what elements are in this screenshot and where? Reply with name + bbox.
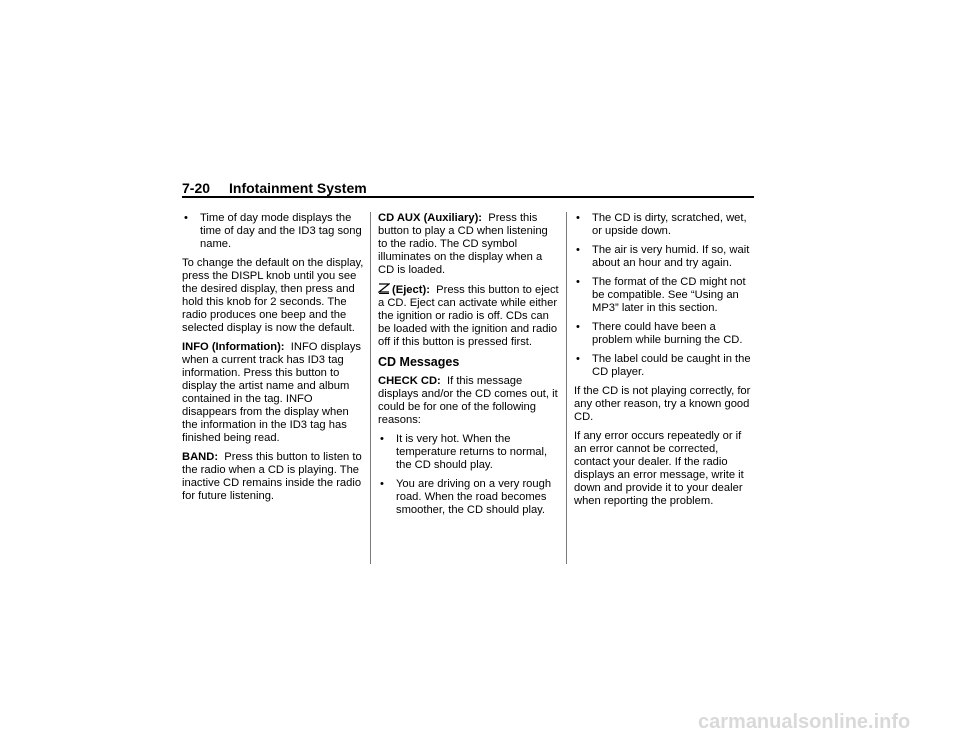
bullet-item [378, 433, 560, 472]
eject-text: Press this button to eject a CD. Eject can activate while either the ignition or radio is off. CDs can be loaded with the ignition and radio off if this button is pressed first. [378, 284, 559, 348]
bullet-item [574, 321, 756, 347]
band-paragraph [182, 451, 364, 503]
column-2 [378, 212, 560, 523]
column-3 [574, 212, 756, 514]
bullet-text: You are driving on a very rough road. When the road becomes smoother, the CD should play. [396, 478, 552, 516]
info-text: INFO displays when a current track has ID3 tag information. Press this button to display the artist name and album contained in the tag. INFO disappears from the display when the information in the ID3 tag has finished being read. [182, 341, 362, 444]
bullet-item [574, 276, 756, 315]
bullet-icon: • [576, 276, 580, 288]
bullet-item [182, 212, 364, 251]
default-display-paragraph: To change the default on the display, press the DISPL knob until you see the desired display, then press and hold this knob for 2 seconds. The radio produces one beep and the selected display is now the default. [182, 257, 364, 334]
bullet-icon: • [576, 244, 580, 256]
eject-paragraph [378, 283, 560, 349]
bullet-icon: • [576, 212, 580, 224]
page-number: 7-20 [182, 180, 211, 196]
band-label: BAND: [182, 451, 219, 463]
bullet-icon: • [576, 321, 580, 333]
check-cd-label: CHECK CD: [378, 375, 441, 387]
check-cd-text: If this message displays and/or the CD comes out, it could be for one of the following reasons: [378, 375, 558, 426]
info-label: INFO (Information): [182, 341, 285, 353]
bullet-item [574, 244, 756, 270]
bullet-icon: • [184, 212, 188, 224]
header-rule [182, 196, 754, 198]
cdaux-text: Press this button to play a CD when listening to the radio. The CD symbol illuminates on the display when a CD is loaded. [378, 212, 548, 276]
check-cd-paragraph [378, 375, 560, 427]
eject-label: (Eject): [392, 284, 430, 296]
eject-icon [378, 283, 390, 294]
column-divider-2 [566, 212, 567, 564]
column-divider-1 [370, 212, 371, 564]
cd-messages-heading: CD Messages [378, 355, 460, 369]
info-paragraph [182, 341, 364, 445]
bullet-text: It is very hot. When the temperature returns to normal, the CD should play. [396, 433, 548, 471]
bullet-icon: • [380, 478, 384, 490]
bullet-icon: • [380, 433, 384, 445]
bullet-text: The label could be caught in the CD player. [592, 353, 751, 378]
bullet-text: The format of the CD might not be compatible. See “Using an MP3” later in this section. [592, 276, 746, 314]
bullet-item [378, 478, 560, 517]
column-1 [182, 212, 364, 509]
section-title: Infotainment System [229, 180, 367, 196]
bullet-text: Time of day mode displays the time of day and the ID3 tag song name. [200, 212, 362, 250]
try-known-cd-paragraph: If the CD is not playing correctly, for any other reason, try a known good CD. [574, 385, 751, 423]
bullet-text: The air is very humid. If so, wait about an hour and try again. [592, 244, 750, 269]
bullet-item [574, 353, 756, 379]
bullet-text: There could have been a problem while burning the CD. [592, 321, 743, 346]
bullet-item [574, 212, 756, 238]
band-text: Press this button to listen to the radio when a CD is playing. The inactive CD remains inside the radio for future listening. [182, 451, 362, 502]
bullet-icon: • [576, 353, 580, 365]
bullet-text: The CD is dirty, scratched, wet, or upside down. [592, 212, 747, 237]
cdaux-paragraph [378, 212, 560, 277]
error-paragraph: If any error occurs repeatedly or if an error cannot be corrected, contact your dealer. If the radio displays an error message, write it down and provide it to your dealer when reporting the problem. [574, 430, 744, 507]
cdaux-label: CD AUX (Auxiliary): [378, 212, 483, 224]
watermark: carmanualsonline.info [698, 711, 911, 733]
